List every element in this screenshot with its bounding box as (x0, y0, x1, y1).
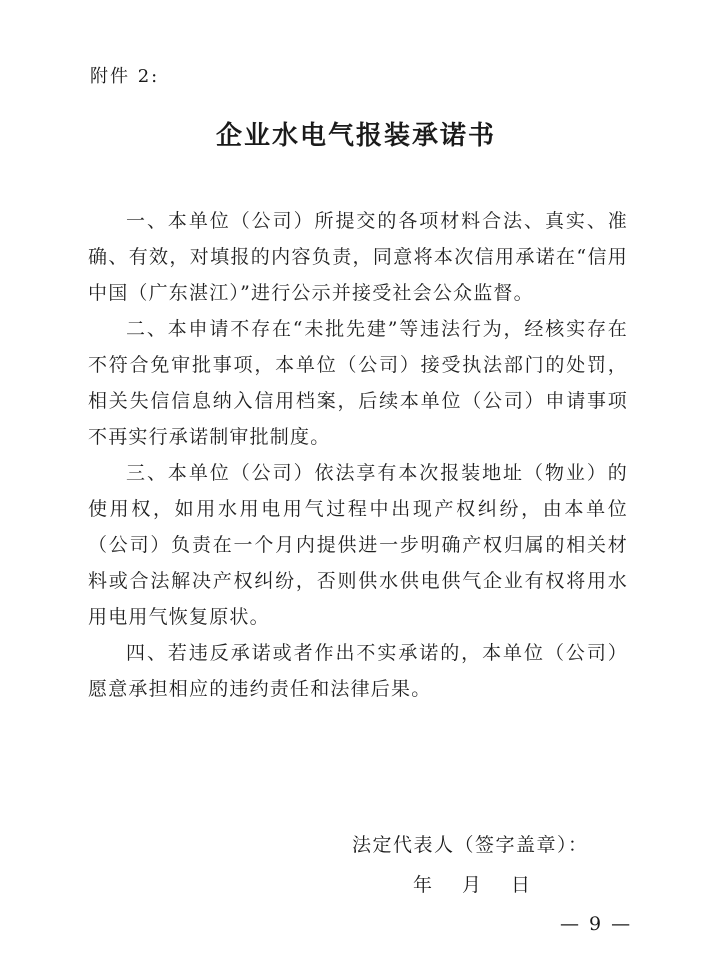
commitment-paragraph-4: 四、若违反承诺或者作出不实承诺的，本单位（公司）愿意承担相应的违约责任和法律后果。 (88, 642, 628, 700)
date-month: 月 (462, 874, 482, 896)
commitment-paragraph-1: 一、本单位（公司）所提交的各项材料合法、真实、准确、有效，对填报的内容负责，同意将本次信用承诺在“信用中国（广东湛江）”进行公示并接受社会公众监督。 (88, 210, 628, 304)
date-day: 日 (511, 874, 531, 896)
commitment-body (88, 203, 628, 707)
attachment-label: 附件 2: (90, 66, 160, 87)
signature-label: 法定代表人（签字盖章）： (352, 834, 589, 856)
document-title: 企业水电气报装承诺书 (215, 121, 496, 151)
date-line (413, 870, 530, 897)
page-number: — 9 — (560, 913, 633, 935)
date-year: 年 (413, 874, 433, 896)
commitment-paragraph-2: 二、本申请不存在“未批先建”等违法行为，经核实存在不符合免审批事项，本单位（公司）接受执法部门的处罚，相关失信信息纳入信用档案，后续本单位（公司）申请事项不再实行承诺制审批制度。 (88, 318, 628, 448)
commitment-paragraph-3: 三、本单位（公司）依法享有本次报装地址（物业）的使用权，如用水用电用气过程中出现产权纠纷，由本单位（公司）负责在一个月内提供进一步明确产权归属的相关材料或合法解决产权纠纷，否则供水供电供气企业有权将用水用电用气恢复原状。 (88, 462, 628, 628)
